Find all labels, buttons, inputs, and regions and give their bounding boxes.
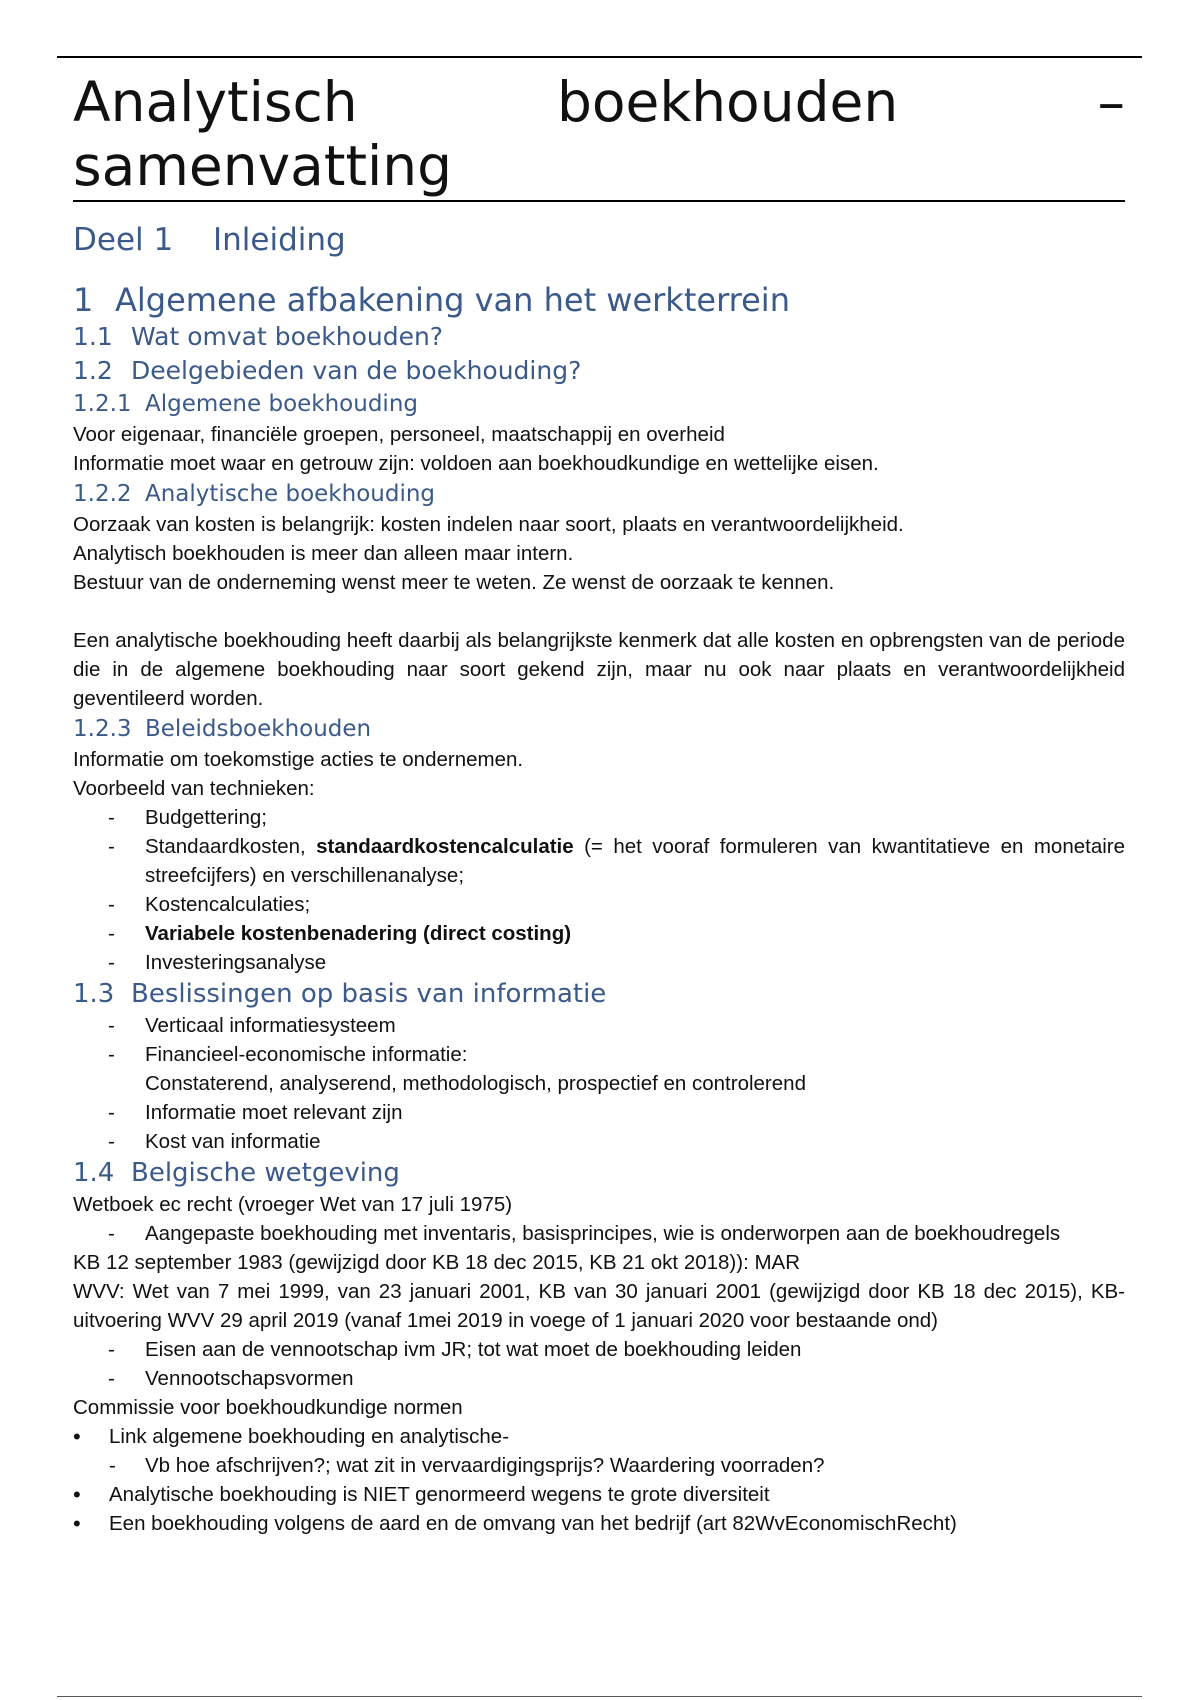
heading-number: 1.2.2 [73,481,132,507]
heading-number: 1.2 [73,356,113,385]
list-item [73,832,1125,890]
body-line: Commissie voor boekhoudkundige normen [73,1396,463,1419]
list-item-text: Financieel-economische informatie: [145,1043,468,1066]
part-heading [73,220,1125,260]
heading-label: Beleidsboekhouden [145,716,372,742]
heading-1-3 [73,977,1125,1011]
heading-1-2 [73,354,1125,388]
list-item-text: Standaardkosten, [145,835,317,858]
list-item: - Eisen aan de vennootschap ivm JR; tot wat moet de boekhouding leiden [73,1335,1125,1364]
bullet-item: • Analytische boekhouding is NIET genormeerd wegens te grote diversiteit [73,1480,1125,1509]
list-item-bold: Variabele kostenbenadering (direct costing) [145,922,572,945]
decisions-list [73,1011,1125,1156]
techniques-list [73,803,1125,977]
list-item: - Kost van informatie [73,1127,1125,1156]
list-item [73,1040,1125,1098]
title-dash: – [1097,70,1126,134]
heading-number: 1.4 [73,1158,115,1188]
heading-number: 1.3 [73,979,115,1009]
list-item-bold: standaardkostencalculatie [316,835,574,858]
heading-label: Wat omvat boekhouden? [131,322,444,351]
heading-label: Algemene boekhouding [145,391,419,417]
list-item-text: Constaterend, analyserend, methodologisch, prospectief en controlerend [145,1072,806,1095]
heading-1-2-2 [73,478,1125,510]
bullet-item: • Een boekhouding volgens de aard en de omvang van het bedrijf (art 82WvEconomischRecht) [73,1509,1125,1538]
title-part-1: Analytisch [73,70,358,134]
body-paragraph: Een analytische boekhouding heeft daarbij als belangrijkste kenmerk dat alle kosten en opbrengsten van de periode die in de algemene boekhouding naar soort gekend zijn, maar nu ook naar plaats en verantwoordelijkheid geventileerd worden. [73,629,1125,710]
body-line: Bestuur van de onderneming wenst meer te weten. Ze wenst de oorzaak te kennen. [73,571,835,594]
heading-1-4 [73,1156,1125,1190]
body-line: Voorbeeld van technieken: [73,777,315,800]
heading-label: Analytische boekhouding [145,481,436,507]
footer-rule [57,1696,1142,1697]
law-list [73,1219,1125,1248]
list-item: - Aangepaste boekhouding met inventaris, basisprincipes, wie is onderworpen aan de boekhoudregels [73,1219,1125,1248]
list-item: - Kostencalculaties; [73,890,1125,919]
heading-1-2-1 [73,388,1125,420]
bullet-text: Link algemene boekhouding en analytische- [109,1425,510,1448]
title-part-2: boekhouden [556,70,899,134]
blank-line [73,597,1125,626]
list-item: - Informatie moet relevant zijn [73,1098,1125,1127]
body-line: Informatie om toekomstige acties te ondernemen. [73,748,524,771]
heading-1 [73,280,1125,320]
cbn-list [73,1422,1125,1538]
heading-label: Belgische wetgeving [131,1158,400,1188]
bullet-item [73,1422,1125,1480]
heading-number: 1.1 [73,322,113,351]
body-line: KB 12 september 1983 (gewijzigd door KB 18 dec 2015, KB 21 okt 2018)): MAR [73,1251,801,1274]
header-rule [57,56,1142,58]
list-item: - Verticaal informatiesysteem [73,1011,1125,1040]
document-title [73,70,1125,202]
heading-1-2-3 [73,713,1125,745]
sub-list [109,1451,1125,1480]
list-item: - Vb hoe afschrijven?; wat zit in vervaardigingsprijs? Waardering voorraden? [109,1451,1125,1480]
heading-label: Deelgebieden van de boekhouding? [131,356,582,385]
part-label: Inleiding [213,222,346,258]
heading-number: 1.2.3 [73,716,132,742]
list-item-text: (= het vooraf formuleren van kwantitatieve en monetaire streefcijfers) en verschillenanalyse; [145,835,1125,887]
body-paragraph: WVV: Wet van 7 mei 1999, van 23 januari 2001, KB van 30 januari 2001 (gewijzigd door KB 18 dec 2015), KB-uitvoering WVV 29 april 2019 (vanaf 1mei 2019 in voege of 1 januari 2020 voor bestaande ond) [73,1280,1125,1332]
body-line: Analytisch boekhouden is meer dan alleen maar intern. [73,542,574,565]
heading-number: 1.2.1 [73,391,132,417]
title-part-4: samenvatting [73,134,453,198]
body-line: Voor eigenaar, financiële groepen, personeel, maatschappij en overheid [73,423,725,446]
heading-number: 1 [73,281,94,319]
list-item: - Investeringsanalyse [73,948,1125,977]
body-line: Wetboek ec recht (vroeger Wet van 17 juli 1975) [73,1193,513,1216]
document-page [73,70,1125,1538]
heading-label: Beslissingen op basis van informatie [131,979,607,1009]
body-line: Informatie moet waar en getrouw zijn: voldoen aan boekhoudkundige en wettelijke eisen. [73,452,879,475]
heading-1-1 [73,320,1125,354]
heading-label: Algemene afbakening van het werkterrein [115,281,790,319]
list-item: - Budgettering; [73,803,1125,832]
body-line: Oorzaak van kosten is belangrijk: kosten indelen naar soort, plaats en verantwoordelijkheid. [73,513,904,536]
list-item [73,919,1125,948]
part-number: Deel 1 [73,222,174,258]
wvv-list [73,1335,1125,1393]
list-item: - Vennootschapsvormen [73,1364,1125,1393]
